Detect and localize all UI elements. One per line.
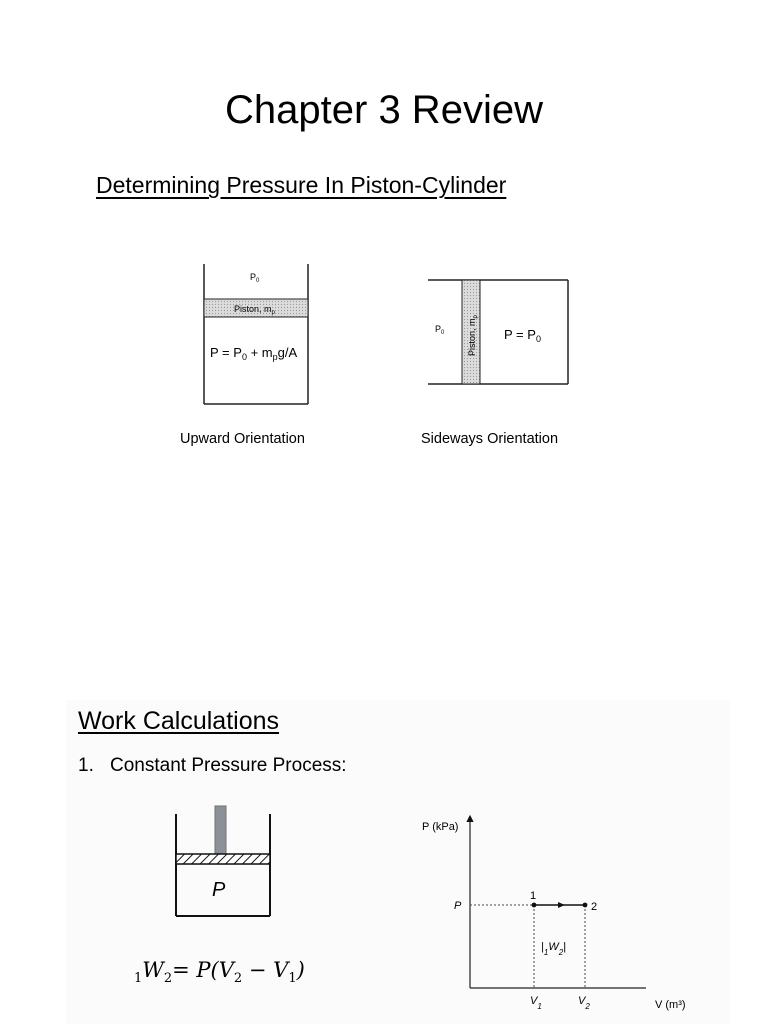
work-formula: $_1W_2= P(V_2 - V_1)$ (134, 958, 305, 987)
piston-rod (215, 806, 226, 854)
y-axis-label: P (kPa) (422, 821, 459, 833)
sideways-pressure-equation: $P = P_0$ (504, 327, 541, 344)
piston (176, 854, 270, 864)
upward-piston-diagram (196, 258, 316, 408)
work-area-label: $|_1W_2|$ (541, 941, 567, 957)
cylinder-pressure-label: P (212, 879, 226, 901)
pv-chart (400, 808, 700, 1016)
item-text: Constant Pressure Process: (110, 755, 347, 776)
p-tick-label: P (454, 900, 462, 912)
p0-label: $P_0$ (250, 272, 260, 284)
upward-caption: Upward Orientation (180, 431, 305, 447)
p0-label: $P_0$ (435, 324, 445, 336)
state-point-2 (583, 903, 588, 908)
section-subtitle: Determining Pressure In Piston-Cylinder (96, 172, 507, 198)
v1-tick-label: $V_1$ (530, 995, 542, 1011)
x-axis-label: V (m³) (655, 999, 686, 1011)
process-arrowhead (558, 902, 565, 908)
item-number: 1. (78, 755, 94, 776)
upward-pressure-equation: $P = P_0 + m_pg/A$ (210, 345, 298, 362)
point-1-label: 1 (530, 890, 537, 902)
work-list-item (78, 755, 347, 777)
constant-pressure-cylinder (170, 800, 276, 920)
piston-label: Piston, $m_p$ (467, 315, 479, 356)
piston-label: Piston, $m_p$ (234, 304, 275, 316)
point-2-label: 2 (591, 901, 598, 913)
state-point-1 (532, 903, 537, 908)
work-heading: Work Calculations (78, 707, 280, 735)
sideways-piston-diagram (424, 276, 572, 388)
v2-tick-label: $V_2$ (578, 995, 590, 1011)
page-title: Chapter 3 Review (225, 88, 543, 132)
sideways-caption: Sideways Orientation (421, 431, 559, 447)
